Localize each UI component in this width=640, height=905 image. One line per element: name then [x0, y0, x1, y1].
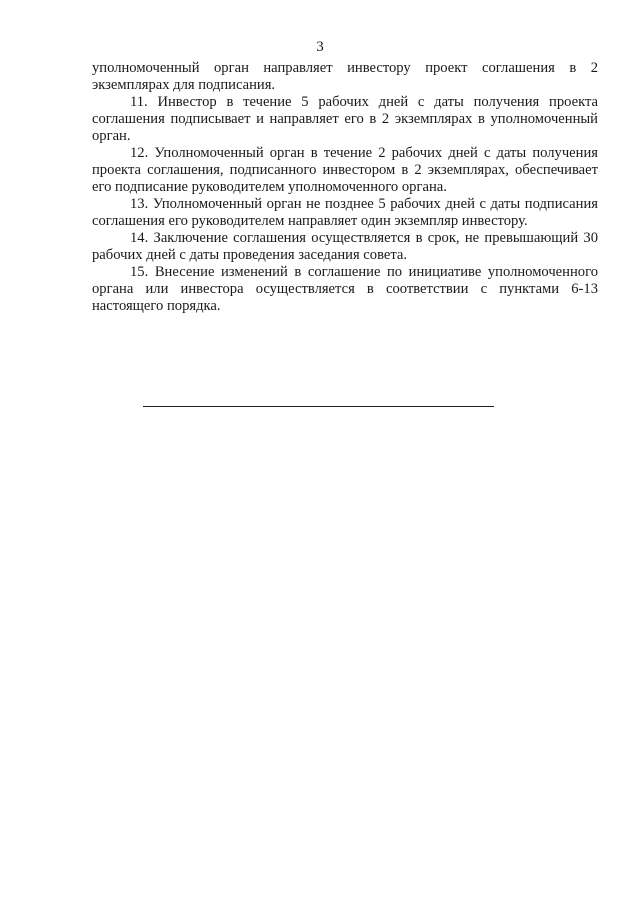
paragraph-continuation: уполномоченный орган направляет инвестору проект соглашения в 2 экземплярах для подписания.: [92, 60, 598, 93]
page-number: 3: [316, 39, 324, 55]
paragraph-13: 13. Уполномоченный орган не позднее 5 рабочих дней с даты подписания соглашения его руководителем направляет один экземпляр инвестору.: [92, 196, 598, 229]
paragraph-12: 12. Уполномоченный орган в течение 2 рабочих дней с даты получения проекта соглашения, подписанного инвестором в 2 экземплярах, обеспечивает его подписание руководителем уполномоченного органа.: [92, 145, 598, 195]
document-body: [92, 60, 598, 315]
paragraph-14: 14. Заключение соглашения осуществляется в срок, не превышающий 30 рабочих дней с даты проведения заседания совета.: [92, 230, 598, 263]
paragraph-11: 11. Инвестор в течение 5 рабочих дней с даты получения проекта соглашения подписывает и направляет его в 2 экземплярах в уполномоченный орган.: [92, 94, 598, 144]
paragraph-15: 15. Внесение изменений в соглашение по инициативе уполномоченного органа или инвестора осуществляется в соответствии с пунктами 6-13 настоящего порядка.: [92, 264, 598, 314]
end-of-document-divider: [143, 406, 494, 407]
